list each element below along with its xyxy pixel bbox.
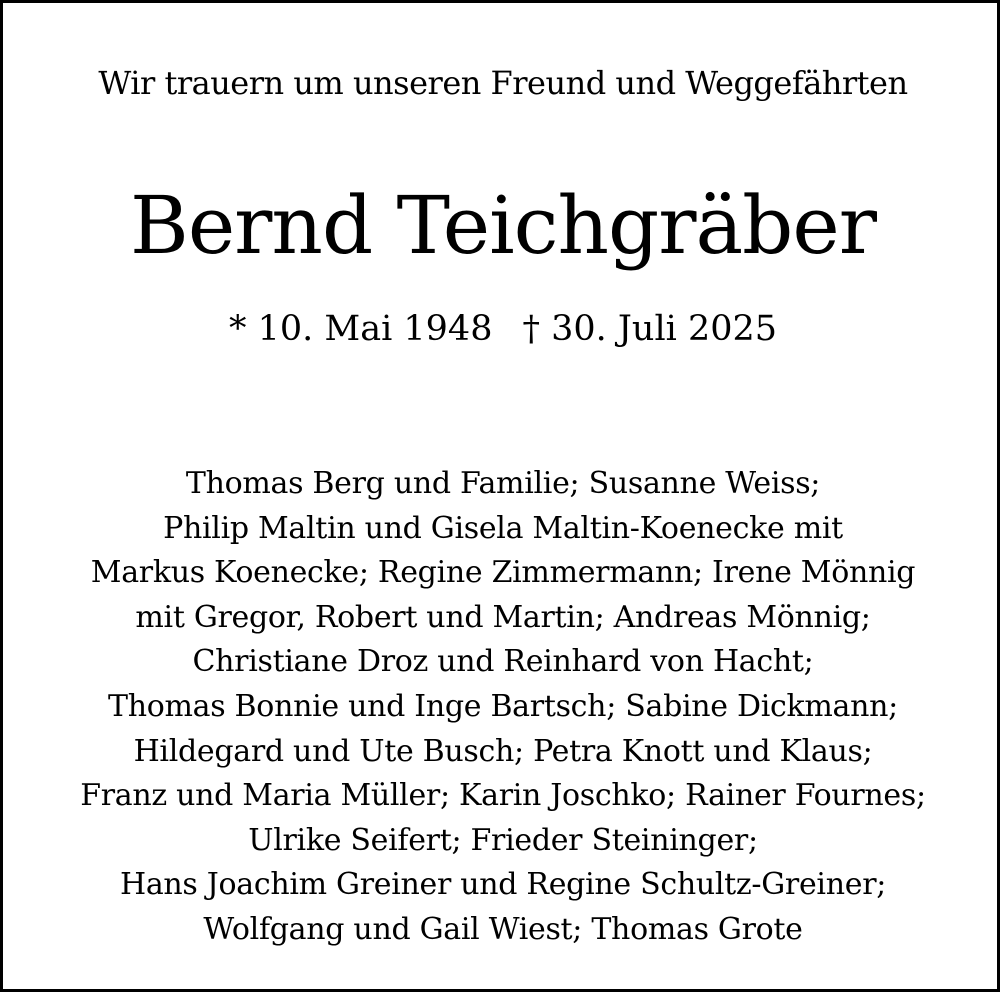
mourners-list [3,462,1000,953]
mourners-line: Hildegard und Ute Busch; Petra Knott und Klaus; [133,733,873,769]
mourners-line: Philip Maltin und Gisela Maltin-Koenecke mit [163,510,843,546]
intro-text: Wir trauern um unseren Freund und Weggefährten [98,64,908,102]
mourners-line: Thomas Berg und Familie; Susanne Weiss; [185,466,821,501]
mourners-line: Wolfgang und Gail Wiest; Thomas Grote [203,911,803,947]
birth-date: * 10. Mai 1948 [228,309,493,349]
mourners-line: mit Gregor, Robert und Martin; Andreas Mönnig; [135,599,871,635]
life-dates [3,305,1000,353]
mourners-line: Ulrike Seifert; Frieder Steininger; [248,822,758,858]
mourners-line: Hans Joachim Greiner und Regine Schultz-Greiner; [119,867,887,903]
death-date: † 30. Juli 2025 [522,309,778,349]
mourners-line: Thomas Bonnie und Inge Bartsch; Sabine Dickmann; [108,688,898,724]
mourners-line: Franz und Maria Müller; Karin Joschko; Rainer Fournes; [80,778,926,814]
mourners-line: Christiane Droz und Reinhard von Hacht; [192,644,814,680]
deceased-name: Bernd Teichgräber [130,179,876,272]
mourners-line: Markus Koenecke; Regine Zimmermann; Irene Mönnig [90,555,916,591]
